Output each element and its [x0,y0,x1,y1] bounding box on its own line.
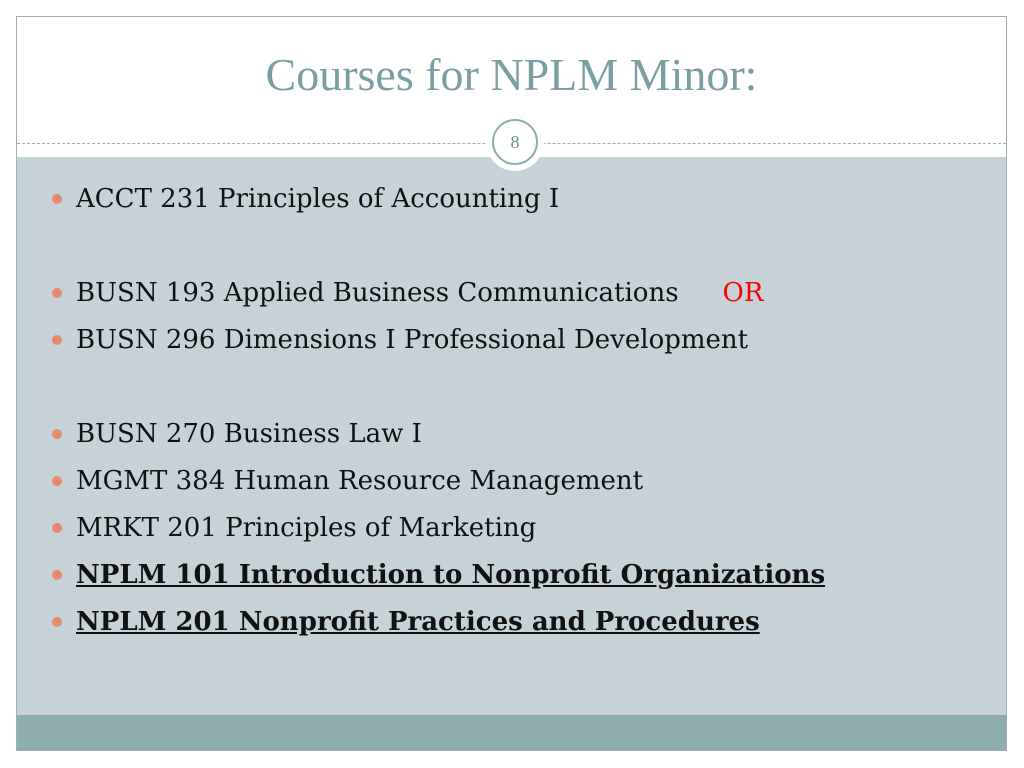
course-label: BUSN 193 Applied Business Communications [76,278,679,308]
bullet-dot-icon [52,523,62,533]
bullet-dot-icon [52,617,62,627]
course-label: MGMT 384 Human Resource Management [76,466,644,496]
bullet-dot-icon [52,429,62,439]
bullet-dot-icon [52,570,62,580]
course-label: MRKT 201 Principles of Marketing [76,513,537,543]
bullet-dot-icon [52,476,62,486]
bullet-dot-icon [52,288,62,298]
slide-title: Courses for NPLM Minor: [265,49,758,100]
page-number: 8 [492,119,538,165]
page-number-badge [486,113,544,171]
course-item-nplm-101 [17,555,1006,602]
course-label: BUSN 296 Dimensions I Professional Development [76,325,749,355]
bullet-dot-icon [52,194,62,204]
footer-band [17,715,1006,751]
course-item-busn-270 [17,414,1006,461]
course-label: BUSN 270 Business Law I [76,419,422,449]
course-item-acct-231 [17,179,1006,226]
course-label: NPLM 101 Introduction to Nonprofit Organizations [76,560,826,590]
or-label: OR [722,278,764,308]
bullet-dot-icon [52,335,62,345]
slide [16,16,1007,751]
course-item-busn-193 [17,273,1006,320]
course-label: ACCT 231 Principles of Accounting I [76,184,560,214]
course-list [17,179,1006,649]
course-label: NPLM 201 Nonprofit Practices and Procedures [76,607,760,637]
course-item-nplm-201 [17,602,1006,649]
course-item-mrkt-201 [17,508,1006,555]
course-item-mgmt-384 [17,461,1006,508]
course-item-busn-296 [17,320,1006,367]
